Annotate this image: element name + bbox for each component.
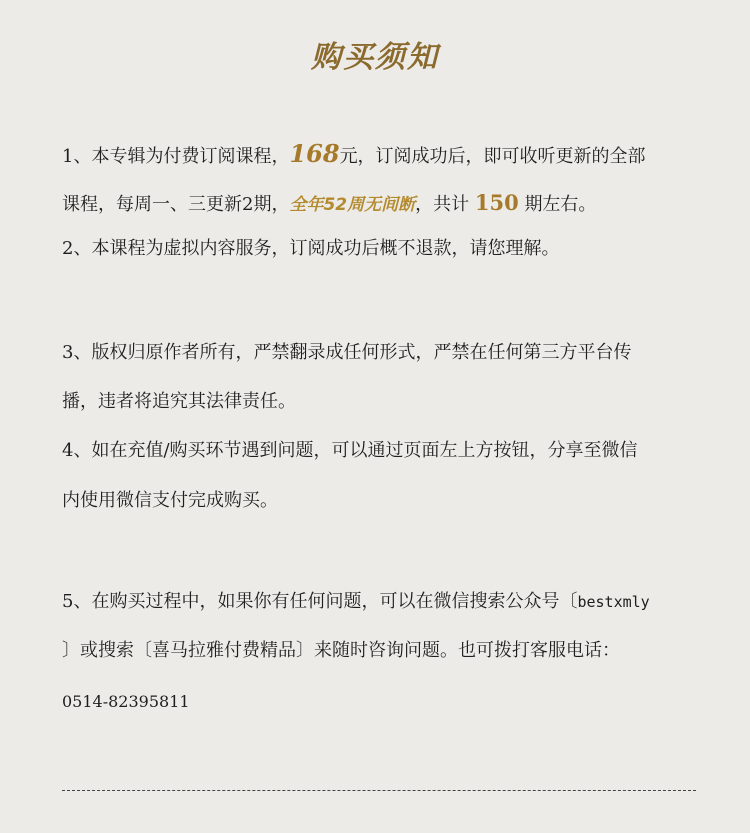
item-5-text-a: 5、在购买过程中，如果你有任何问题，可以在微信搜索公众号 <box>62 591 560 612</box>
course-price: 168 <box>289 139 340 168</box>
notice-item-5-line-1 <box>62 590 702 614</box>
item-1-text-e: 期左右。 <box>524 194 597 215</box>
notice-item-5-line-2: 〕或搜索〔喜马拉雅付费精品〕来随时咨询问题。也可拨打客服电话： <box>62 640 620 661</box>
notice-item-2: 2、本课程为虚拟内容服务，订阅成功后概不退款，请您理解。 <box>62 238 560 259</box>
notice-item-3-line-1: 3、版权归原作者所有，严禁翻录成任何形式，严禁在任何第三方平台传 <box>62 342 632 363</box>
item-1-text-b: 元，订阅成功后，即可收听更新的全部 <box>339 146 646 167</box>
service-phone: 0514-82395811 <box>62 692 190 711</box>
item-1-text-d: ，共计 <box>415 194 470 215</box>
episode-count: 150 <box>474 190 519 215</box>
notice-item-4-line-2: 内使用微信支付完成购买。 <box>62 490 278 511</box>
update-highlight: 全年52周无间断 <box>289 195 416 215</box>
notice-item-3-line-2: 播，违者将追究其法律责任。 <box>62 391 296 412</box>
wechat-account: bestxmly <box>577 593 650 611</box>
notice-item-1-line-1 <box>62 139 702 169</box>
item-1-text-c: 课程，每周一、三更新2期， <box>62 194 290 215</box>
dashed-divider <box>62 790 696 791</box>
notice-item-4-line-1: 4、如在充值/购买环节遇到问题，可以通过页面左上方按钮，分享至微信 <box>62 440 638 461</box>
notice-item-1-line-2 <box>62 191 702 217</box>
page-title: 购买须知 <box>311 40 439 75</box>
bracket-open: 〔 <box>559 591 578 612</box>
item-1-text-a: 1、本专辑为付费订阅课程， <box>62 146 290 167</box>
